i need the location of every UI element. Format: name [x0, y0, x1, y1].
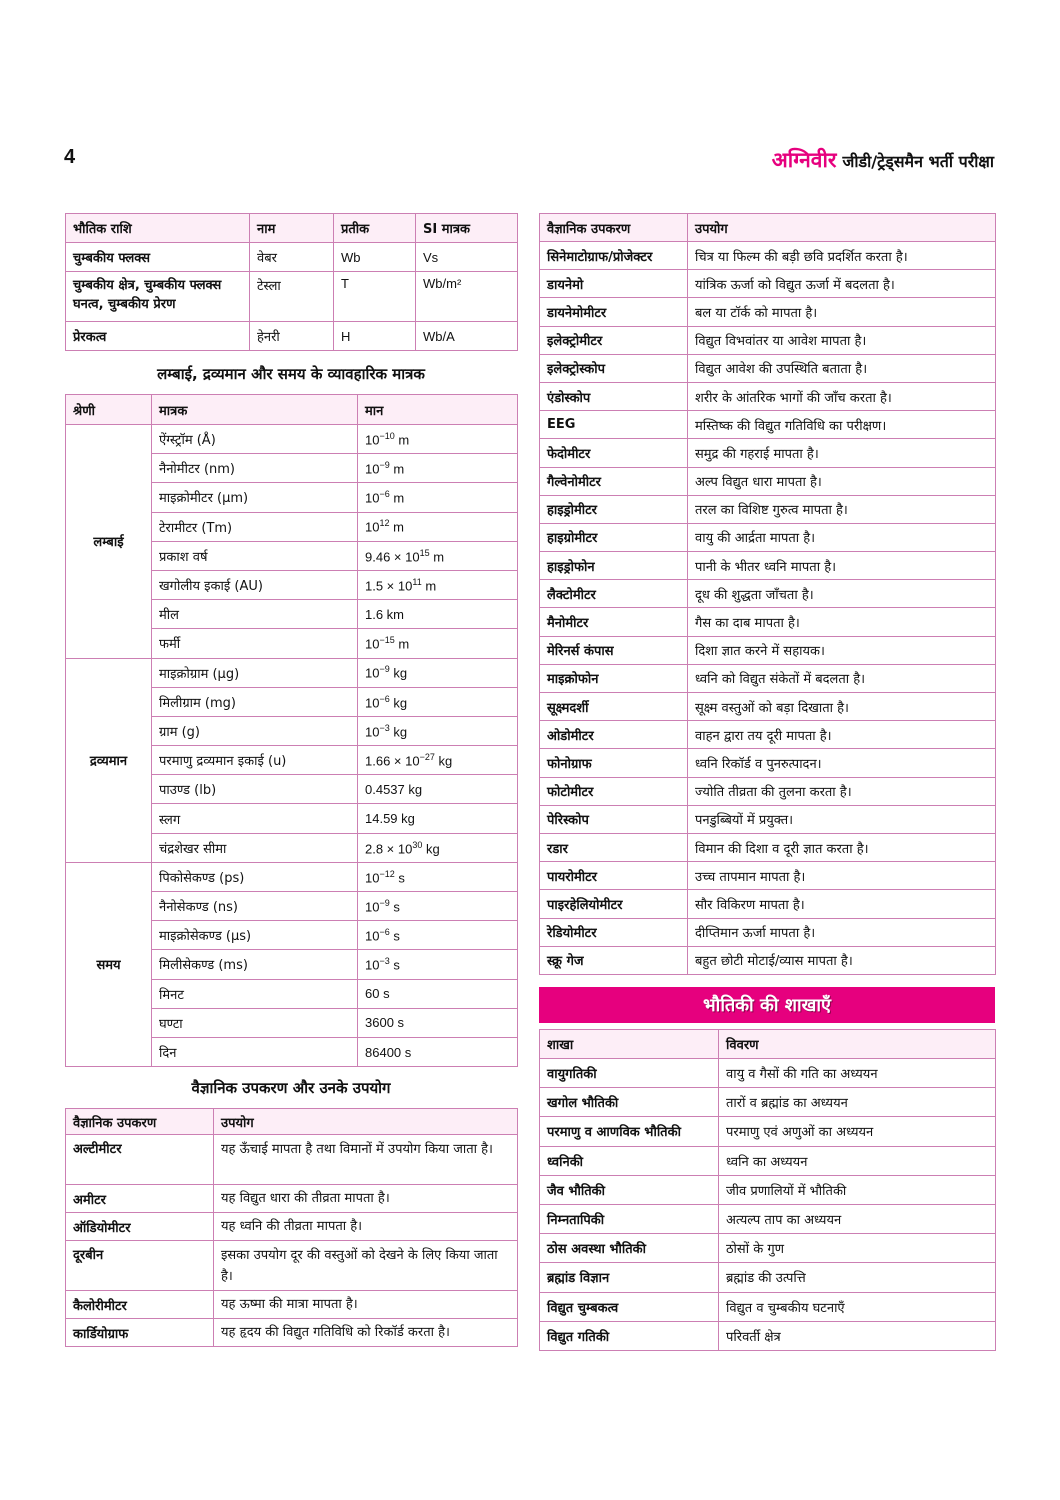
branch-description-cell: ठोसों के गुण	[719, 1234, 996, 1263]
instrument-name-cell: गैल्वेनोमीटर	[540, 467, 688, 495]
table-cell: Vs	[416, 243, 518, 272]
table-row	[540, 636, 996, 664]
instrument-use-cell: ध्वनि को विद्युत संकेतों में बदलता है।	[688, 664, 996, 692]
instrument-use-cell: ध्वनि रिकॉर्ड व पुनरुत्पादन।	[688, 749, 996, 777]
table-cell: Wb/m²	[416, 272, 518, 322]
value-unit: s	[389, 957, 400, 973]
instrument-use-cell: तरल का विशिष्ट गुरुत्व मापता है।	[688, 495, 996, 523]
value-base: 86400 s	[365, 1044, 412, 1060]
physics-branches-table	[539, 1029, 996, 1351]
value-exponent: 11	[412, 576, 422, 587]
table-row	[540, 890, 996, 918]
instrument-use-cell: बल या टॉर्क को मापता है।	[688, 298, 996, 326]
instrument-name-cell: हाइड्रोमीटर	[540, 495, 688, 523]
instrument-name-cell: डायनेमोमीटर	[540, 298, 688, 326]
table-row	[540, 946, 996, 974]
column-header: नाम	[250, 214, 334, 243]
table-row	[540, 326, 996, 354]
unit-name-cell: पाउण्ड (lb)	[152, 775, 358, 804]
table-row	[66, 1135, 518, 1185]
value-unit: m	[389, 519, 404, 535]
table-row	[540, 833, 996, 861]
table-row	[540, 1088, 996, 1117]
table-row	[540, 805, 996, 833]
column-header: वैज्ञानिक उपकरण	[66, 1109, 214, 1135]
table-row	[540, 467, 996, 495]
table-row	[540, 382, 996, 410]
instrument-name-cell: हाइड्रोफोन	[540, 552, 688, 580]
value-base: 10	[365, 432, 380, 448]
unit-name-cell: चंद्रशेखर सीमा	[152, 833, 358, 862]
table-cell: टेस्ला	[250, 272, 334, 322]
unit-name-cell: मील	[152, 600, 358, 629]
table-row	[540, 523, 996, 551]
branch-description-cell: ब्रह्मांड की उत्पत्ति	[719, 1263, 996, 1292]
table-row	[540, 411, 996, 439]
branch-description-cell: तारों व ब्रह्मांड का अध्ययन	[719, 1088, 996, 1117]
table-row	[540, 1263, 996, 1292]
instrument-use-cell: पानी के भीतर ध्वनि मापता है।	[688, 552, 996, 580]
value-unit: s	[389, 899, 400, 915]
value-exponent: 15	[419, 547, 430, 558]
column-header: उपयोग	[688, 214, 996, 242]
instrument-use-cell: यह हृदय की विद्युत गतिविधि को रिकॉर्ड करता है।	[214, 1319, 518, 1347]
instrument-name-cell: डायनेमो	[540, 270, 688, 298]
instrument-name-cell: माइक्रोफोन	[540, 664, 688, 692]
table-cell: चुम्बकीय फ्लक्स	[66, 243, 250, 272]
instrument-use-cell: सौर विकिरण मापता है।	[688, 890, 996, 918]
branches-title: भौतिकी की शाखाएँ	[703, 995, 831, 1016]
table-row	[540, 721, 996, 749]
table-row	[66, 658, 518, 687]
units-section-title: लम्बाई, द्रव्यमान और समय के व्यावहारिक मात्रक	[157, 365, 425, 383]
unit-value-cell	[358, 483, 518, 512]
unit-name-cell: स्लग	[152, 804, 358, 833]
instrument-use-cell: यह ऊष्मा की मात्रा मापता है।	[214, 1291, 518, 1319]
value-exponent: −9	[379, 664, 390, 675]
unit-value-cell	[358, 921, 518, 950]
instrument-name-cell: रडार	[540, 833, 688, 861]
branch-name-cell: ध्वनिकी	[540, 1146, 719, 1175]
instrument-name-cell: फोटोमीटर	[540, 777, 688, 805]
instrument-name-cell: स्क्रू गेज	[540, 946, 688, 974]
unit-value-cell	[358, 746, 518, 775]
unit-value-cell	[358, 425, 518, 454]
table-row	[540, 1234, 996, 1263]
table-row	[540, 354, 996, 382]
table-row	[540, 664, 996, 692]
instrument-name-cell: सूक्ष्मदर्शी	[540, 693, 688, 721]
table-row	[66, 1213, 518, 1241]
value-exponent: −3	[379, 956, 390, 967]
instrument-use-cell: पनडुब्बियों में प्रयुक्त।	[688, 805, 996, 833]
unit-value-cell	[358, 833, 518, 862]
instrument-name-cell: पेरिस्कोप	[540, 805, 688, 833]
unit-value-cell	[358, 979, 518, 1008]
branch-description-cell: ध्वनि का अध्ययन	[719, 1146, 996, 1175]
value-base: 10	[365, 461, 380, 477]
value-exponent: −6	[379, 693, 390, 704]
branch-description-cell: अत्यल्प ताप का अध्ययन	[719, 1204, 996, 1233]
column-header: श्रेणी	[66, 395, 152, 425]
value-exponent: 30	[412, 839, 423, 850]
instrument-use-cell: ज्योति तीव्रता की तुलना करता है।	[688, 777, 996, 805]
brand-title: अग्निवीर	[771, 148, 837, 172]
table-row	[540, 495, 996, 523]
instrument-name-cell: सिनेमाटोग्राफ/प्रोजेक्टर	[540, 242, 688, 270]
table-cell: प्रेरकत्व	[66, 322, 250, 351]
table-row	[540, 1292, 996, 1321]
instrument-name-cell: फोनोग्राफ	[540, 749, 688, 777]
category-cell: समय	[66, 862, 152, 1066]
instrument-name-cell: अल्टीमीटर	[66, 1135, 214, 1185]
unit-name-cell: घण्टा	[152, 1008, 358, 1037]
column-header: मात्रक	[152, 395, 358, 425]
value-exponent: 12	[379, 518, 390, 529]
column-header: उपयोग	[214, 1109, 518, 1135]
value-unit: s	[394, 870, 405, 886]
instrument-name-cell: अमीटर	[66, 1185, 214, 1213]
value-exponent: −6	[379, 489, 390, 500]
value-unit: kg	[389, 724, 408, 740]
column-header: मान	[358, 395, 518, 425]
instrument-name-cell: ओडोमीटर	[540, 721, 688, 749]
table-row	[540, 298, 996, 326]
instrument-use-cell: दिशा ज्ञात करने में सहायक।	[688, 636, 996, 664]
category-cell: द्रव्यमान	[66, 658, 152, 862]
unit-value-cell	[358, 716, 518, 745]
table-row	[540, 1117, 996, 1146]
value-base: 3600 s	[365, 1015, 405, 1031]
table-row	[540, 580, 996, 608]
unit-name-cell: नैनोसेकण्ड (ns)	[152, 892, 358, 921]
table-row	[540, 1059, 996, 1088]
instrument-name-cell: कैलोरीमीटर	[66, 1291, 214, 1319]
unit-value-cell	[358, 541, 518, 570]
instruments-table-left	[65, 1108, 518, 1347]
value-unit: kg	[422, 840, 440, 856]
instrument-use-cell: यह ऊँचाई मापता है तथा विमानों में उपयोग किया जाता है।	[214, 1135, 518, 1185]
branch-name-cell: निम्नतापिकी	[540, 1204, 719, 1233]
instrument-name-cell: मेरिनर्स कंपास	[540, 636, 688, 664]
branch-name-cell: परमाणु व आणविक भौतिकी	[540, 1117, 719, 1146]
instrument-use-cell: वाहन द्वारा तय दूरी मापता है।	[688, 721, 996, 749]
instrument-name-cell: दूरबीन	[66, 1241, 214, 1291]
unit-value-cell	[358, 658, 518, 687]
instrument-use-cell: चित्र या फिल्म की बड़ी छवि प्रदर्शित करता है।	[688, 242, 996, 270]
unit-name-cell: परमाणु द्रव्यमान इकाई (u)	[152, 746, 358, 775]
instrument-use-cell: समुद्र की गहराई मापता है।	[688, 439, 996, 467]
value-base: 10	[365, 694, 380, 710]
category-cell: लम्बाई	[66, 425, 152, 659]
table-cell: H	[334, 322, 416, 351]
column-header: विवरण	[719, 1030, 996, 1059]
branch-name-cell: खगोल भौतिकी	[540, 1088, 719, 1117]
table-row	[66, 1241, 518, 1291]
instrument-name-cell: मैनोमीटर	[540, 608, 688, 636]
branch-name-cell: जैव भौतिकी	[540, 1175, 719, 1204]
instruments-section-title: वैज्ञानिक उपकरण और उनके उपयोग	[191, 1079, 391, 1097]
unit-value-cell	[358, 1008, 518, 1037]
value-unit: kg	[389, 665, 408, 681]
branch-name-cell: विद्युत चुम्बकत्व	[540, 1292, 719, 1321]
branch-description-cell: परमाणु एवं अणुओं का अध्ययन	[719, 1117, 996, 1146]
unit-name-cell: मिनट	[152, 979, 358, 1008]
instrument-name-cell: लैक्टोमीटर	[540, 580, 688, 608]
table-row	[540, 777, 996, 805]
value-base: 10	[365, 928, 380, 944]
unit-name-cell: ग्राम (g)	[152, 716, 358, 745]
column-header: शाखा	[540, 1030, 719, 1059]
table-row	[540, 439, 996, 467]
value-base: 1.66 × 10	[365, 753, 420, 769]
unit-value-cell	[358, 629, 518, 658]
branch-name-cell: वायुगतिकी	[540, 1059, 719, 1088]
value-base: 1.6 km	[365, 606, 405, 622]
instrument-name-cell: एंडोस्कोप	[540, 382, 688, 410]
value-base: 10	[365, 957, 380, 973]
unit-value-cell	[358, 454, 518, 483]
branch-name-cell: ठोस अवस्था भौतिकी	[540, 1234, 719, 1263]
value-base: 60 s	[365, 986, 390, 1002]
value-base: 0.4537 kg	[365, 781, 423, 797]
value-exponent: −9	[379, 460, 390, 471]
table-cell: हेनरी	[250, 322, 334, 351]
branch-name-cell: ब्रह्मांड विज्ञान	[540, 1263, 719, 1292]
instrument-name-cell: EEG	[540, 411, 688, 439]
instrument-use-cell: इसका उपयोग दूर की वस्तुओं को देखने के लिए किया जाता है।	[214, 1241, 518, 1291]
unit-name-cell: टेरामीटर (Tm)	[152, 512, 358, 541]
value-base: 10	[365, 724, 380, 740]
unit-value-cell	[358, 892, 518, 921]
instrument-use-cell: यह ध्वनि की तीव्रता मापता है।	[214, 1213, 518, 1241]
unit-value-cell	[358, 1037, 518, 1066]
instrument-use-cell: यह विद्युत धारा की तीव्रता मापता है।	[214, 1185, 518, 1213]
table-cell: Wb/A	[416, 322, 518, 351]
table-row	[540, 749, 996, 777]
instrument-use-cell: बहुत छोटी मोटाई/व्यास मापता है।	[688, 946, 996, 974]
instrument-use-cell: मस्तिष्क की विद्युत गतिविधि का परीक्षण।	[688, 411, 996, 439]
instrument-use-cell: यांत्रिक ऊर्जा को विद्युत ऊर्जा में बदलता है।	[688, 270, 996, 298]
instrument-name-cell: ऑडियोमीटर	[66, 1213, 214, 1241]
table-row	[66, 862, 518, 891]
column-header: भौतिक राशि	[66, 214, 250, 243]
instrument-use-cell: वायु की आर्द्रता मापता है।	[688, 523, 996, 551]
instrument-name-cell: हाइग्रोमीटर	[540, 523, 688, 551]
table-row	[66, 1319, 518, 1347]
table-row	[540, 1321, 996, 1350]
unit-value-cell	[358, 775, 518, 804]
branches-banner	[539, 987, 995, 1023]
value-base: 10	[365, 665, 380, 681]
table-row	[540, 552, 996, 580]
value-base: 2.8 × 10	[365, 840, 413, 856]
instrument-use-cell: दूध की शुद्धता जाँचता है।	[688, 580, 996, 608]
unit-name-cell: फर्मी	[152, 629, 358, 658]
instrument-use-cell: शरीर के आंतरिक भागों की जाँच करता है।	[688, 382, 996, 410]
table-row	[66, 425, 518, 454]
unit-name-cell: ऐंग्स्ट्रॉम (Å)	[152, 425, 358, 454]
value-unit: m	[429, 549, 445, 564]
unit-value-cell	[358, 570, 518, 599]
value-unit: s	[389, 928, 400, 944]
unit-name-cell: माइक्रोसेकण्ड (µs)	[152, 921, 358, 950]
value-base: 14.59 kg	[365, 811, 415, 827]
instrument-use-cell: अल्प विद्युत धारा मापता है।	[688, 467, 996, 495]
value-unit: m	[389, 461, 405, 477]
page-header	[772, 146, 994, 174]
page-number: 4	[64, 146, 76, 168]
unit-name-cell: मिलीग्राम (mg)	[152, 687, 358, 716]
instruments-table-right	[539, 213, 996, 975]
table-cell: वेबर	[250, 243, 334, 272]
value-unit: m	[394, 636, 410, 652]
unit-value-cell	[358, 512, 518, 541]
value-base: 10	[365, 899, 380, 915]
unit-name-cell: नैनोमीटर (nm)	[152, 454, 358, 483]
table-row	[66, 1185, 518, 1213]
instrument-use-cell: दीप्तिमान ऊर्जा मापता है।	[688, 918, 996, 946]
magnetic-quantities-table	[65, 213, 518, 351]
branch-description-cell: जीव प्रणालियों में भौतिकी	[719, 1175, 996, 1204]
unit-value-cell	[358, 950, 518, 979]
table-row	[540, 270, 996, 298]
instrument-name-cell: इलेक्ट्रोस्कोप	[540, 354, 688, 382]
value-exponent: −10	[379, 430, 395, 441]
unit-name-cell: मिलीसेकण्ड (ms)	[152, 950, 358, 979]
value-base: 10	[365, 490, 380, 506]
table-row	[540, 242, 996, 270]
value-unit: kg	[434, 753, 453, 769]
instrument-name-cell: फेदोमीटर	[540, 439, 688, 467]
instrument-name-cell: कार्डियोग्राफ	[66, 1319, 214, 1347]
exam-title: जीडी/ट्रेड्समैन भर्ती परीक्षा	[842, 152, 994, 171]
value-exponent: −12	[379, 868, 395, 879]
table-row	[540, 693, 996, 721]
instrument-name-cell: पायरोमीटर	[540, 862, 688, 890]
table-row	[540, 1204, 996, 1233]
column-header: SI मात्रक	[416, 214, 518, 243]
instrument-use-cell: सूक्ष्म वस्तुओं को बड़ा दिखाता है।	[688, 693, 996, 721]
unit-name-cell: पिकोसेकण्ड (ps)	[152, 862, 358, 891]
table-row	[66, 1291, 518, 1319]
value-exponent: −6	[379, 927, 390, 938]
branch-name-cell: विद्युत गतिकी	[540, 1321, 719, 1350]
value-exponent: −3	[379, 722, 390, 733]
branch-description-cell: परिवर्ती क्षेत्र	[719, 1321, 996, 1350]
unit-value-cell	[358, 687, 518, 716]
instrument-use-cell: उच्च तापमान मापता है।	[688, 862, 996, 890]
instrument-use-cell: विमान की दिशा व दूरी ज्ञात करता है।	[688, 833, 996, 861]
column-header: वैज्ञानिक उपकरण	[540, 214, 688, 242]
table-cell: चुम्बकीय क्षेत्र, चुम्बकीय फ्लक्स घनत्व, चुम्बकीय प्रेरण	[66, 272, 250, 322]
unit-name-cell: खगोलीय इकाई (AU)	[152, 570, 358, 599]
table-row	[540, 608, 996, 636]
value-unit: kg	[389, 694, 408, 710]
branch-description-cell: विद्युत व चुम्बकीय घटनाएँ	[719, 1292, 996, 1321]
table-cell: T	[334, 272, 416, 322]
value-unit: m	[421, 578, 437, 594]
value-base: 10	[365, 636, 380, 652]
unit-value-cell	[358, 804, 518, 833]
value-unit: m	[394, 432, 410, 448]
instrument-name-cell: रेडियोमीटर	[540, 918, 688, 946]
value-base: 10	[365, 519, 380, 535]
unit-name-cell: प्रकाश वर्ष	[152, 541, 358, 570]
unit-value-cell	[358, 862, 518, 891]
instrument-use-cell: विद्युत आवेश की उपस्थिति बताता है।	[688, 354, 996, 382]
value-exponent: −15	[379, 635, 395, 646]
table-row	[540, 1146, 996, 1175]
value-base: 10	[365, 870, 380, 886]
table-cell: Wb	[334, 243, 416, 272]
value-base: 1.5 × 10	[365, 578, 413, 594]
instrument-use-cell: गैस का दाब मापता है।	[688, 608, 996, 636]
unit-name-cell: माइक्रोग्राम (µg)	[152, 658, 358, 687]
column-header: प्रतीक	[334, 214, 416, 243]
branch-description-cell: वायु व गैसों की गति का अध्ययन	[719, 1059, 996, 1088]
value-exponent: −9	[379, 897, 390, 908]
unit-name-cell: दिन	[152, 1037, 358, 1066]
value-base: 9.46 × 10	[365, 549, 420, 564]
unit-name-cell: माइक्रोमीटर (µm)	[152, 483, 358, 512]
instrument-name-cell: इलेक्ट्रोमीटर	[540, 326, 688, 354]
table-row	[540, 862, 996, 890]
table-row	[540, 1175, 996, 1204]
value-exponent: −27	[419, 751, 435, 762]
instrument-name-cell: पाइरहेलियोमीटर	[540, 890, 688, 918]
unit-value-cell	[358, 600, 518, 629]
value-unit: m	[389, 490, 405, 506]
practical-units-table	[65, 394, 518, 1067]
instrument-use-cell: विद्युत विभवांतर या आवेश मापता है।	[688, 326, 996, 354]
table-row	[540, 918, 996, 946]
